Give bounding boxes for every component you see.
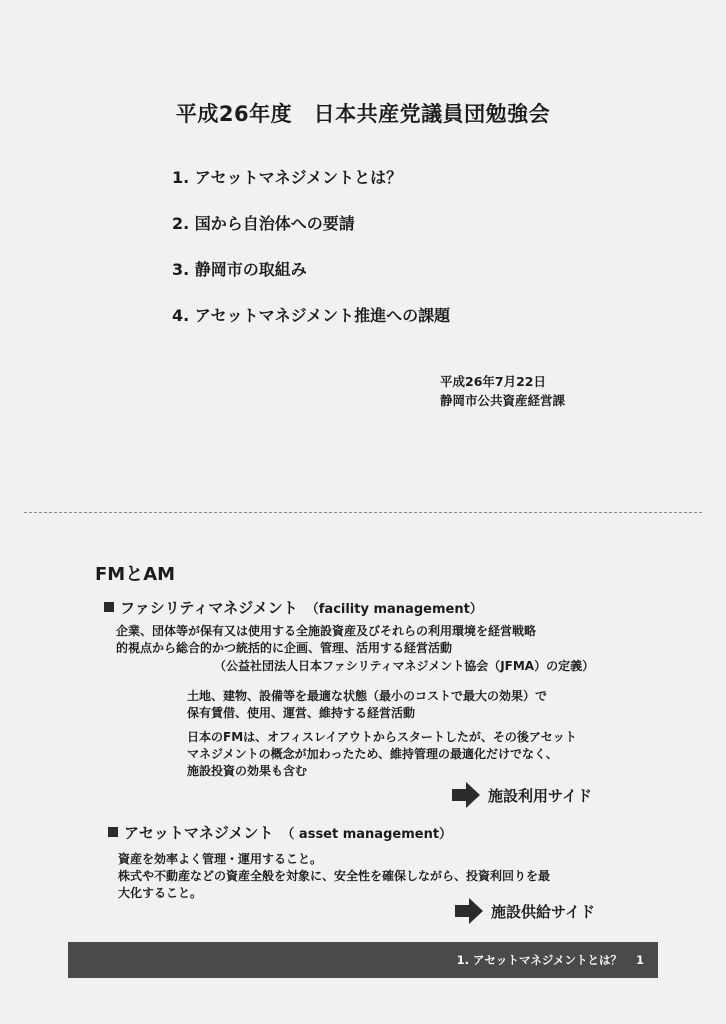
fm-definition	[116, 623, 536, 657]
am-side-label-text: 施設供給サイド	[491, 902, 595, 921]
date-block	[440, 372, 565, 410]
am-line: 大化すること。	[118, 886, 203, 900]
am-heading-text: アセットマネジメント	[124, 824, 274, 842]
am-line: 資産を効率よく管理・運用すること。	[118, 852, 323, 866]
am-heading-en: （ asset management）	[281, 827, 453, 842]
fm-source: （公益社団法人日本ファシリティマネジメント協会（JFMA）の定義）	[214, 659, 595, 673]
fm-note-line: 土地、建物、設備等を最適な状態（最小のコストで最大の効果）で	[187, 689, 548, 703]
agenda-item: 1. アセットマネジメントとは？	[172, 168, 403, 187]
fm-note-line: 保有賃借、使用、運営、維持する経営活動	[187, 706, 416, 720]
am-heading	[108, 822, 452, 843]
am-description	[118, 851, 550, 902]
fm-heading-text: ファシリティマネジメント	[120, 599, 298, 617]
agenda-item: 3. 静岡市の取組み	[172, 260, 307, 279]
agenda-list	[172, 165, 450, 349]
cover-date: 平成26年7月22日	[440, 374, 546, 389]
cover-department: 静岡市公共資産経営課	[440, 393, 566, 408]
fm-note-line: 施設投資の効果も含む	[187, 764, 308, 778]
slide-title: FMとAM	[95, 564, 176, 585]
fm-note-line: 日本のFMは、オフィスレイアウトからスタートしたが、その後アセット	[187, 730, 577, 744]
cover-title: 平成26年度 日本共産党議員団勉強会	[175, 102, 551, 126]
fm-side-label-text: 施設利用サイド	[488, 786, 592, 805]
page-divider	[24, 512, 702, 513]
am-line: 株式や不動産などの資産全般を対象に、安全性を確保しながら、投資利回りを最	[118, 869, 551, 883]
fm-definition-line: 企業、団体等が保有又は使用する全施設資産及びそれらの利用環境を経営戦略	[116, 624, 537, 638]
fm-definition-line: 的視点から総合的かつ統括的に企画、管理、活用する経営活動	[116, 641, 453, 655]
square-bullet-icon	[108, 827, 118, 837]
page-number: 1	[635, 953, 644, 967]
fm-heading-en: （facility management）	[305, 602, 483, 617]
footer-bar	[68, 942, 658, 978]
am-side-label	[455, 898, 595, 924]
agenda-item: 2. 国から自治体への要請	[172, 214, 355, 233]
fm-side-label	[452, 782, 592, 808]
footer-label: 1. アセットマネジメントとは？	[456, 953, 622, 967]
agenda-item: 4. アセットマネジメント推進への課題	[172, 306, 451, 325]
fm-heading	[104, 597, 483, 618]
right-arrow-icon	[455, 898, 483, 924]
fm-note-2	[187, 729, 577, 780]
square-bullet-icon	[104, 602, 114, 612]
fm-note-line: マネジメントの概念が加わったため、維持管理の最適化だけでなく、	[187, 747, 558, 761]
fm-note-1	[187, 688, 547, 722]
right-arrow-icon	[452, 782, 480, 808]
